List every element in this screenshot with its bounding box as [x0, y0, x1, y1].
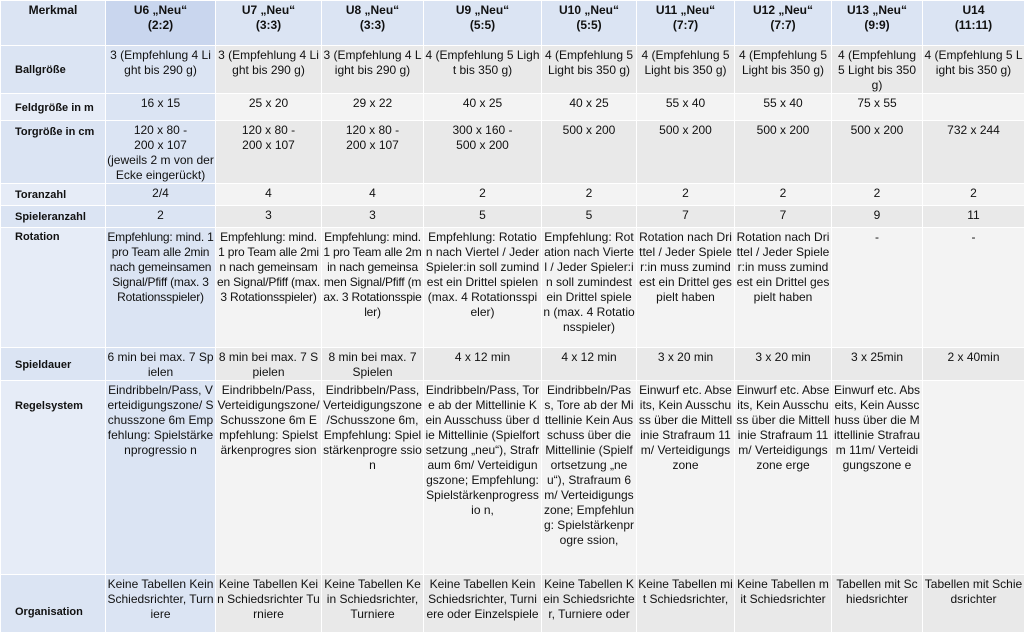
cell: 4 x 12 min: [424, 348, 542, 381]
cell: 3 (Empfehlung 4 Light bis 290 g): [322, 46, 424, 94]
cell: 9: [832, 206, 923, 228]
cell: Eindribbeln/Pass, Verteidigungszone/ Schusszone 6m Empfehlung: Spielstärkenprogres sion: [216, 381, 322, 575]
cell: 2/4: [106, 184, 216, 206]
cell: Eindribbeln/Pass, Verteidigungszone /Schusszone 6m, Empfehlung: Spielstärkenprogre ssion: [322, 381, 424, 575]
row-label: Organisation: [1, 575, 106, 633]
cell: Einwurf etc. Abseits, Kein Ausschuss über die Mittellinie Strafraum 11m/ Verteidigungszone e: [832, 381, 923, 575]
header-u12: U12 „Neu“ (7:7): [735, 1, 832, 46]
cell: 2: [832, 184, 923, 206]
cell: 500 x 200: [832, 121, 923, 184]
cell: -: [923, 228, 1024, 348]
cell: Keine Tabellen Kein Schiedsrichter, Turniere oder Einzelspiele: [424, 575, 542, 633]
cell: 40 x 25: [542, 94, 637, 121]
cell: 7: [735, 206, 832, 228]
cell: Empfehlung: mind. 1 pro Team alle 2min nach gemeinsamen Signal/Pfiff (max. 3 Rotationsspieler): [106, 228, 216, 348]
cell: 8 min bei max. 7 Spielen: [216, 348, 322, 381]
cell: Keine Tabellen mit Schiedsrichter: [735, 575, 832, 633]
cell: 4 (Empfehlung 5 Light bis 350 g): [637, 46, 735, 94]
cell: Rotation nach Drittel / Jeder Spieler:in muss zumindest ein Drittel gespielt haben: [637, 228, 735, 348]
cell: Keine Tabellen Kein Schiedsrichter, Turniere oder: [542, 575, 637, 633]
cell: 3: [322, 206, 424, 228]
cell: Eindribbeln/Pass, Verteidigungszone/ Schusszone 6m Empfehlung: Spielstärkenprogressio n: [106, 381, 216, 575]
cell: Keine Tabellen mit Schiedsrichter,: [637, 575, 735, 633]
cell: 55 x 40: [735, 94, 832, 121]
header-u9: U9 „Neu“ (5:5): [424, 1, 542, 46]
cell: -: [832, 228, 923, 348]
cell: 120 x 80 - 200 x 107: [216, 121, 322, 184]
cell: Keine Tabellen Kein Schiedsrichter, Turniere: [322, 575, 424, 633]
cell: 4 (Empfehlung 5 Light bis 350 g): [424, 46, 542, 94]
cell: 2: [735, 184, 832, 206]
cell: 2: [424, 184, 542, 206]
cell: 2: [106, 206, 216, 228]
cell: 500 x 200: [637, 121, 735, 184]
cell: 2: [637, 184, 735, 206]
cell: 2: [542, 184, 637, 206]
row-toranzahl: [1, 184, 1024, 206]
cell: 8 min bei max. 7 Spielen: [322, 348, 424, 381]
cell: 732 x 244: [923, 121, 1024, 184]
cell: 3 (Empfehlung 4 Light bis 290 g): [106, 46, 216, 94]
cell: Empfehlung: Rotation nach Viertel / Jeder Spieler:in soll zumindest ein Drittel spielen (max. 4 Rotationsspieler): [542, 228, 637, 348]
header-row: [1, 1, 1024, 46]
row-regelsystem: [1, 381, 1024, 575]
cell: Eindribbeln/Pass, Tore ab der Mittellinie Kein Ausschuss über die Mittellinie (Spielfortsetzung „neu“), Strafraum 6m/ Verteidigungszone; Empfehlung: Spielstärkenprogressio n,: [424, 381, 542, 575]
row-label: Torgröße in cm: [1, 121, 106, 184]
row-spieleranzahl: [1, 206, 1024, 228]
header-u14: U14 (11:11): [923, 1, 1024, 46]
row-label: Regelsystem: [1, 381, 106, 575]
cell: 3 x 20 min: [637, 348, 735, 381]
cell: 75 x 55: [832, 94, 923, 121]
header-u13: U13 „Neu“ (9:9): [832, 1, 923, 46]
cell: 4 (Empfehlung 5 Light bis 350 g): [735, 46, 832, 94]
cell: Empfehlung: Rotation nach Viertel / Jeder Spieler:in soll zumindest ein Drittel spielen (max. 4 Rotationsspieler): [424, 228, 542, 348]
header-merkmal: Merkmal: [1, 1, 106, 46]
cell: Tabellen mit Schiedsrichter: [923, 575, 1024, 633]
row-label: Rotation: [1, 228, 106, 348]
cell: 5: [542, 206, 637, 228]
cell: Tabellen mit Schiedsrichter: [832, 575, 923, 633]
cell: 500 x 200: [542, 121, 637, 184]
cell: [923, 381, 1024, 575]
cell: 29 x 22: [322, 94, 424, 121]
row-feldgroesse: [1, 94, 1024, 121]
cell: [923, 94, 1024, 121]
cell: 55 x 40: [637, 94, 735, 121]
cell: Empfehlung: mind. 1 pro Team alle 2min nach gemeinsamen Signal/Pfiff (max. 3 Rotationsspieler): [322, 228, 424, 348]
header-u11: U11 „Neu“ (7:7): [637, 1, 735, 46]
row-organisation: [1, 575, 1024, 633]
row-spieldauer: [1, 348, 1024, 381]
row-rotation: [1, 228, 1024, 348]
cell: Rotation nach Drittel / Jeder Spieler:in muss zumindest ein Drittel gespielt haben: [735, 228, 832, 348]
cell: Einwurf etc. Abseits, Kein Ausschuss über die Mittellinie Strafraum 11m/ Verteidigungszone erge: [735, 381, 832, 575]
cell: Eindribbeln/Pass, Tore ab der Mittellinie Kein Ausschuss über die Mittellinie (Spielfortsetzung „neu“), Strafraum 6m/ Verteidigungszone; Empfehlung: Spielstärkenprogre ssion,: [542, 381, 637, 575]
row-torgroesse: [1, 121, 1024, 184]
cell: 300 x 160 - 500 x 200: [424, 121, 542, 184]
cell: 3 x 25min: [832, 348, 923, 381]
row-label: Feldgröße in m: [1, 94, 106, 121]
cell: 3 x 20 min: [735, 348, 832, 381]
cell: 25 x 20: [216, 94, 322, 121]
cell: 3: [216, 206, 322, 228]
cell: 16 x 15: [106, 94, 216, 121]
header-u7: U7 „Neu“ (3:3): [216, 1, 322, 46]
cell: 5: [424, 206, 542, 228]
cell: 4: [322, 184, 424, 206]
row-label: Toranzahl: [1, 184, 106, 206]
cell: 4 (Empfehlung 5 Light bis 350 g): [923, 46, 1024, 94]
row-label: Ballgröße: [1, 46, 106, 94]
header-u10: U10 „Neu“ (5:5): [542, 1, 637, 46]
cell: Einwurf etc. Abseits, Kein Ausschuss über die Mittellinie Strafraum 11m/ Verteidigungszone: [637, 381, 735, 575]
cell: Empfehlung: mind. 1 pro Team alle 2min nach gemeinsamen Signal/Pfiff (max. 3 Rotationsspieler): [216, 228, 322, 348]
header-u6: U6 „Neu“ (2:2): [106, 1, 216, 46]
row-label: Spieleranzahl: [1, 206, 106, 228]
cell: 7: [637, 206, 735, 228]
cell: 4 (Empfehlung 5 Light bis 350 g): [542, 46, 637, 94]
cell: 2: [923, 184, 1024, 206]
cell: 120 x 80 - 200 x 107: [322, 121, 424, 184]
row-label: Spieldauer: [1, 348, 106, 381]
cell: 4 x 12 min: [542, 348, 637, 381]
cell: 4 (Empfehlung 5 Light bis 350 g): [832, 46, 923, 94]
cell: 11: [923, 206, 1024, 228]
cell: 4: [216, 184, 322, 206]
cell: Keine Tabellen Kein Schiedsrichter, Turniere: [106, 575, 216, 633]
row-ballgroesse: [1, 46, 1024, 94]
cell: 120 x 80 - 200 x 107 (jeweils 2 m von der Ecke eingerückt): [106, 121, 216, 184]
cell: Keine Tabellen Kein Schiedsrichter Turniere: [216, 575, 322, 633]
cell: 40 x 25: [424, 94, 542, 121]
cell: 2 x 40min: [923, 348, 1024, 381]
header-u8: U8 „Neu“ (3:3): [322, 1, 424, 46]
cell: 500 x 200: [735, 121, 832, 184]
cell: 6 min bei max. 7 Spielen: [106, 348, 216, 381]
cell: 3 (Empfehlung 4 Light bis 290 g): [216, 46, 322, 94]
